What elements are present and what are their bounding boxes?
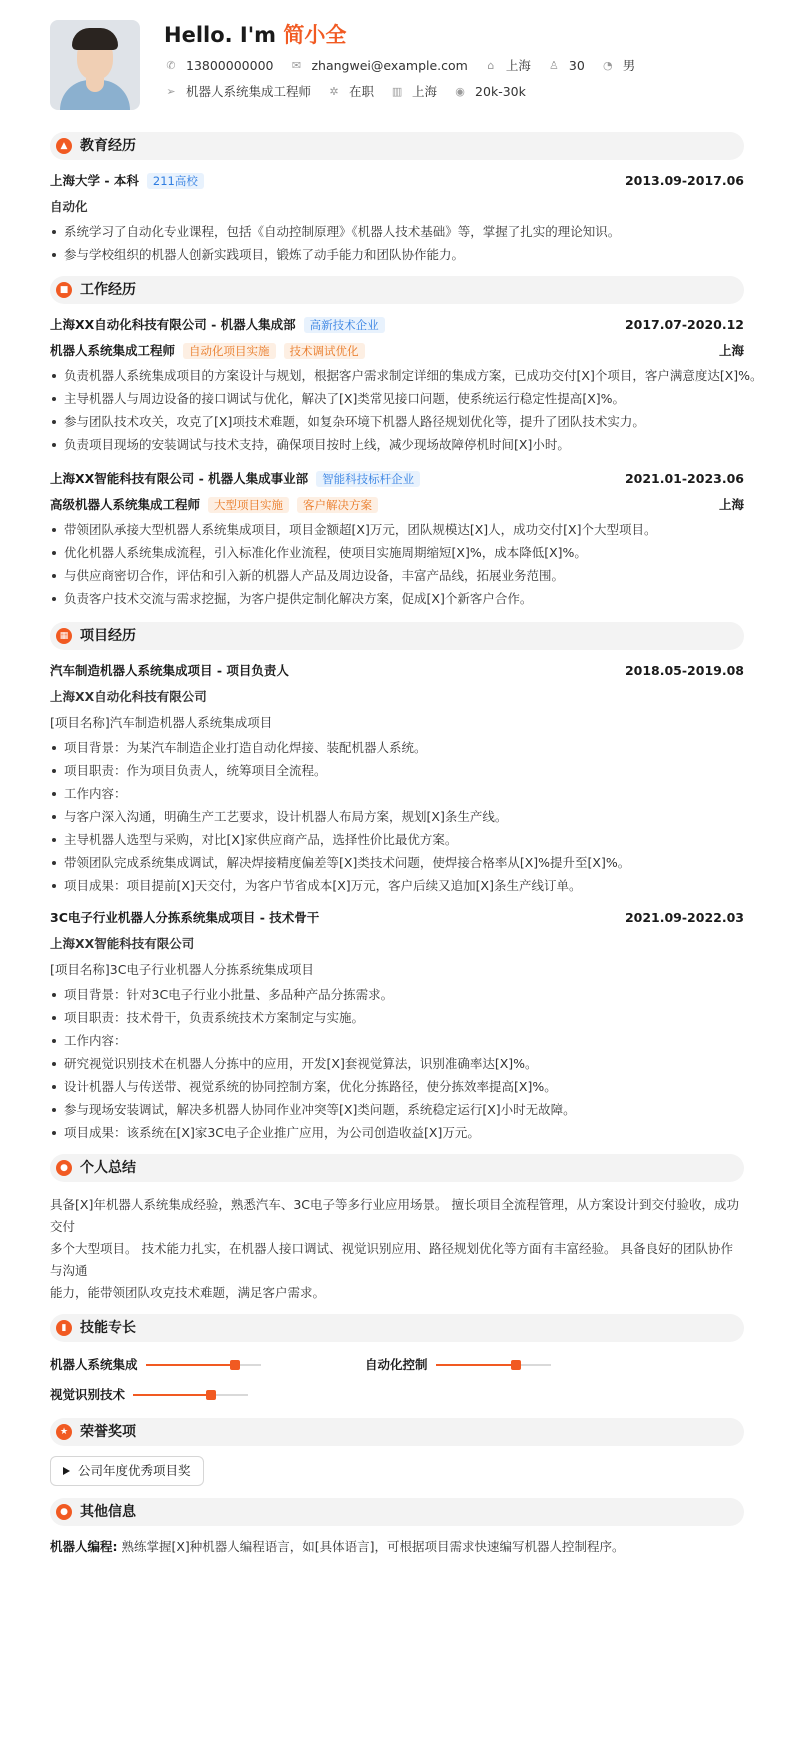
projects-section — [50, 622, 744, 1144]
project-date: 2018.05-2019.08 — [624, 662, 744, 678]
list-item: 设计机器人与传送带、视觉系统的协同控制方案，优化分拣路径，使分拣效率提高[X]%。 — [50, 1075, 744, 1098]
send-icon: ➢ — [166, 84, 176, 98]
education-bullets — [50, 220, 744, 266]
skill-bar — [436, 1364, 551, 1366]
skills-section — [50, 1314, 744, 1410]
skill-fill — [133, 1394, 211, 1396]
gear-icon: ✲ — [329, 84, 339, 98]
grid-icon: ▦ — [56, 628, 72, 644]
list-item: 项目成果：项目提前[X]天交付，为客户节省成本[X]万元，客户后续又追加[X]条生产线订单。 — [50, 874, 744, 897]
work-role-row — [50, 492, 744, 518]
briefcase-icon: ■ — [56, 282, 72, 298]
gender-icon: ◔ — [602, 58, 613, 72]
home-icon: ⌂ — [487, 58, 495, 72]
job-row — [164, 82, 651, 102]
project-label: [项目名称]3C电子行业机器人分拣系统集成项目 — [50, 962, 314, 977]
award-item[interactable] — [50, 1456, 204, 1486]
phone-value: 13800000000 — [186, 57, 274, 73]
section-header — [50, 132, 744, 160]
role-tag: 大型项目实施 — [208, 497, 289, 513]
home-city-value: 上海 — [505, 57, 531, 73]
personal-info — [164, 20, 651, 102]
greeting-text: Hello. I'm — [164, 23, 277, 47]
award-name: 公司年度优秀项目奖 — [78, 1462, 191, 1478]
list-item: 优化机器人系统集成流程，引入标准化作业流程，使项目实施周期缩短[X]%，成本降低[X]%。 — [50, 541, 744, 564]
skill-item — [365, 1350, 680, 1380]
coin-icon: ◉ — [455, 84, 465, 98]
list-item: 参与团队技术攻关，攻克了[X]项技术难题，如复杂环境下机器人路径规划优化等，提升了团队技术实力。 — [50, 410, 744, 433]
project-item — [50, 905, 744, 1144]
greeting-title — [164, 20, 651, 50]
avatar — [50, 20, 140, 110]
project-date: 2021.09-2022.03 — [624, 909, 744, 925]
company-tag: 智能科技标杆企业 — [316, 471, 420, 487]
list-item: 工作内容： — [50, 782, 744, 805]
contact-row — [164, 56, 651, 76]
skill-item — [50, 1350, 365, 1380]
other-section — [50, 1498, 744, 1560]
salary-value: 20k-30k — [475, 83, 526, 99]
project-item — [50, 658, 744, 897]
other-info-text: 熟练掌握[X]种机器人编程语言，如[具体语言]，可根据项目需求快速编写机器人控制程序。 — [121, 1539, 625, 1554]
trophy-icon: ★ — [56, 1424, 72, 1440]
skills-list — [50, 1350, 744, 1410]
list-item: 系统学习了自动化专业课程，包括《自动控制原理》《机器人技术基础》等，掌握了扎实的理论知识。 — [50, 220, 744, 243]
role-title: 机器人系统集成工程师 — [50, 342, 176, 358]
list-item: 项目背景：针对3C电子行业小批量、多品种产品分拣需求。 — [50, 983, 744, 1006]
list-item: 参与现场安装调试，解决多机器人协同作业冲突等[X]类问题，系统稳定运行[X]小时无故障。 — [50, 1098, 744, 1121]
graduation-cap-icon: ▲ — [56, 138, 72, 154]
project-company: 上海XX自动化科技有限公司 — [50, 689, 207, 704]
company-name: 上海XX自动化科技有限公司 - 机器人集成部 — [50, 316, 296, 332]
skill-fill — [146, 1364, 236, 1366]
section-title: 其他信息 — [80, 1503, 136, 1520]
skill-knob — [230, 1360, 240, 1370]
list-item: 与客户深入沟通，明确生产工艺要求，设计机器人布局方案，规划[X]条生产线。 — [50, 805, 744, 828]
project-name: 汽车制造机器人系统集成项目 - 项目负责人 — [50, 662, 289, 678]
company-tag: 高新技术企业 — [304, 317, 385, 333]
section-title: 工作经历 — [80, 281, 136, 298]
project-title-row — [50, 658, 744, 684]
list-item: 工作内容： — [50, 1029, 744, 1052]
email-value: zhangwei@example.com — [311, 57, 468, 73]
list-item: 主导机器人与周边设备的接口调试与优化，解决了[X]类常见接口问题，使系统运行稳定性提高[X]%。 — [50, 387, 744, 410]
candidate-name: 简小全 — [283, 23, 347, 47]
work-role-row — [50, 338, 744, 364]
summary-line: 具备[X]年机器人系统集成经验，熟悉汽车、3C电子等多行业应用场景。 擅长项目全流程管理，从方案设计到交付验收，成功交付 — [50, 1197, 739, 1234]
skill-bar — [146, 1364, 261, 1366]
list-item: 主导机器人选型与采购，对比[X]家供应商产品，选择性价比最优方案。 — [50, 828, 744, 851]
list-item: 与供应商密切合作，评估和引入新的机器人产品及周边设备，丰富产品线，拓展业务范围。 — [50, 564, 744, 587]
work-bullets — [50, 364, 763, 456]
education-date: 2013.09-2017.06 — [624, 172, 744, 188]
role-title: 高级机器人系统集成工程师 — [50, 496, 201, 512]
education-section — [50, 132, 744, 266]
section-header — [50, 1314, 744, 1342]
section-title: 技能专长 — [80, 1319, 136, 1336]
summary-section — [50, 1154, 744, 1304]
age-value: 30 — [568, 57, 585, 73]
chart-icon: ▮ — [56, 1320, 72, 1336]
phone-icon: ✆ — [166, 58, 176, 72]
other-info-label: 机器人编程: — [50, 1539, 118, 1554]
skill-knob — [206, 1390, 216, 1400]
section-title: 教育经历 — [80, 137, 136, 154]
work-date: 2021.01-2023.06 — [624, 470, 744, 486]
work-company-row — [50, 312, 744, 338]
summary-line: 多个大型项目。 技术能力扎实，在机器人接口调试、视觉识别应用、路径规划优化等方面有丰富经验。 具备良好的团队协作与沟通 — [50, 1241, 733, 1278]
mail-icon: ✉ — [291, 58, 302, 72]
list-item: 负责项目现场的安装调试与技术支持，确保项目按时上线，减少现场故障停机时间[X]小时。 — [50, 433, 744, 456]
project-name: 3C电子行业机器人分拣系统集成项目 - 技术骨干 — [50, 909, 320, 925]
role-tag: 技术调试优化 — [284, 343, 365, 359]
skill-fill — [436, 1364, 517, 1366]
list-item: 项目成果：该系统在[X]家3C电子企业推广应用，为公司创造收益[X]万元。 — [50, 1121, 744, 1144]
role-tag: 客户解决方案 — [297, 497, 378, 513]
section-header — [50, 276, 744, 304]
list-item: 负责机器人系统集成项目的方案设计与规划，根据客户需求制定详细的集成方案，已成功交付[X]个项目，客户满意度达[X]%。 — [50, 364, 744, 387]
skill-name: 自动化控制 — [365, 1356, 428, 1372]
summary-line: 能力，能带领团队攻克技术难题，满足客户需求。 — [50, 1285, 326, 1300]
work-item — [50, 312, 763, 456]
skill-name: 视觉识别技术 — [50, 1386, 126, 1402]
section-title: 荣誉奖项 — [80, 1423, 136, 1440]
skill-knob — [511, 1360, 521, 1370]
list-item: 研究视觉识别技术在机器人分拣中的应用，开发[X]套视觉算法，识别准确率达[X]%。 — [50, 1052, 744, 1075]
list-item: 项目职责：技术骨干，负责系统技术方案制定与实施。 — [50, 1006, 744, 1029]
work-item — [50, 466, 744, 610]
work-city: 上海 — [718, 496, 744, 512]
other-info-line — [50, 1534, 744, 1560]
age-icon: ♙ — [548, 58, 559, 72]
list-item: 带领团队完成系统集成调试，解决焊接精度偏差等[X]类技术问题，使焊接合格率从[X]%提升至[X]%。 — [50, 851, 744, 874]
work-date: 2017.07-2020.12 — [624, 316, 744, 332]
person-icon: ● — [56, 1160, 72, 1176]
skill-item — [50, 1380, 365, 1410]
gender-value: 男 — [622, 57, 636, 73]
school-name: 上海大学 - 本科 — [50, 172, 139, 188]
section-title: 个人总结 — [80, 1159, 136, 1176]
work-city-value: 上海 — [412, 83, 438, 99]
list-item: 负责客户技术交流与需求挖掘，为客户提供定制化解决方案，促成[X]个新客户合作。 — [50, 587, 744, 610]
role-tag: 自动化项目实施 — [183, 343, 276, 359]
work-company-row — [50, 466, 744, 492]
section-header — [50, 622, 744, 650]
project-label: [项目名称]汽车制造机器人系统集成项目 — [50, 715, 273, 730]
work-bullets — [50, 518, 744, 610]
work-section — [50, 276, 763, 610]
awards-section — [50, 1418, 744, 1486]
company-name: 上海XX智能科技有限公司 - 机器人集成事业部 — [50, 470, 309, 486]
job-title-value: 机器人系统集成工程师 — [186, 83, 312, 99]
skill-name: 机器人系统集成 — [50, 1356, 138, 1372]
section-header — [50, 1418, 744, 1446]
resume-header — [50, 20, 744, 124]
education-row — [50, 168, 744, 194]
section-header — [50, 1154, 744, 1182]
status-value: 在职 — [349, 83, 375, 99]
section-header — [50, 1498, 744, 1526]
list-item: 项目背景：为某汽车制造企业打造自动化焊接、装配机器人系统。 — [50, 736, 744, 759]
building-icon: ▥ — [391, 84, 403, 98]
project-bullets — [50, 736, 744, 897]
play-icon — [63, 1467, 70, 1475]
school-tag: 211高校 — [147, 173, 204, 189]
major: 自动化 — [50, 199, 88, 214]
project-company: 上海XX智能科技有限公司 — [50, 936, 195, 951]
project-title-row — [50, 905, 744, 931]
section-title: 项目经历 — [80, 627, 136, 644]
work-city: 上海 — [718, 342, 744, 358]
list-item: 项目职责：作为项目负责人，统筹项目全流程。 — [50, 759, 744, 782]
list-item: 带领团队承接大型机器人系统集成项目，项目金额超[X]万元，团队规模达[X]人，成功交付[X]个大型项目。 — [50, 518, 744, 541]
list-item: 参与学校组织的机器人创新实践项目，锻炼了动手能力和团队协作能力。 — [50, 243, 744, 266]
project-bullets — [50, 983, 744, 1144]
person-icon: ● — [56, 1504, 72, 1520]
skill-bar — [133, 1394, 248, 1396]
